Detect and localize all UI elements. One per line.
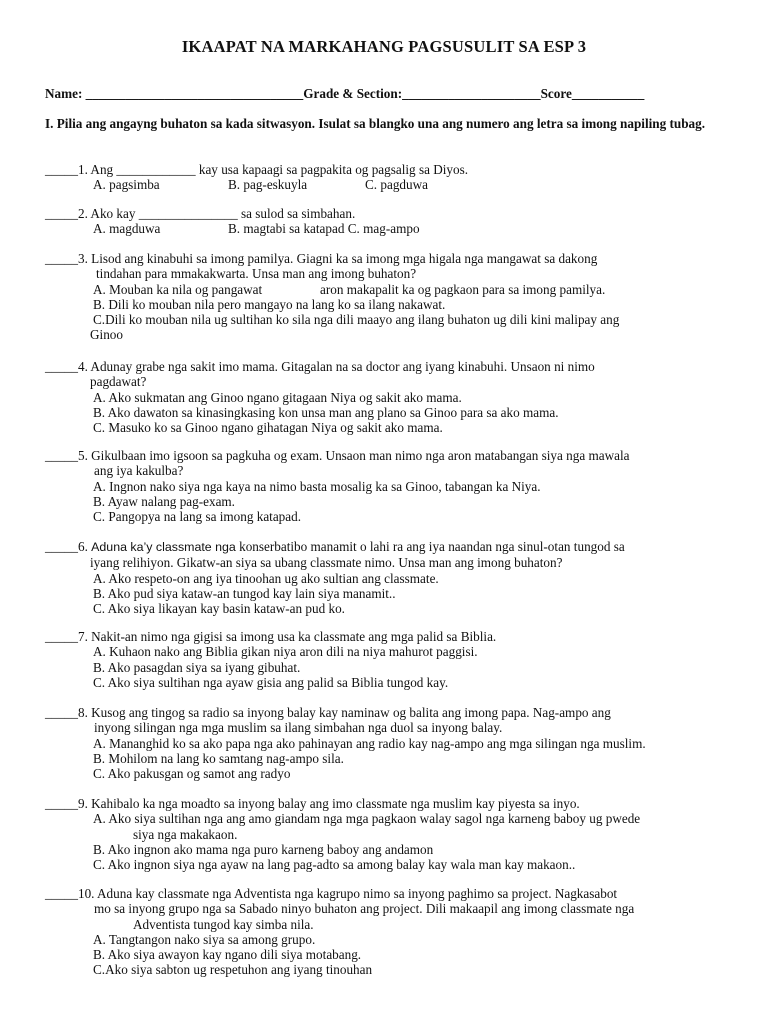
question-10 <box>45 886 735 978</box>
question-stem: _____6. Aduna ka’y classmate nga konserbatibo manamit o lahi ra ang iya naandan nga sinul-otan tungod sa <box>45 539 625 554</box>
question-stem-cont: pagdawat? <box>90 374 147 390</box>
question-stem: _____5. Gikulbaan imo igsoon sa pagkuha og exam. Unsaon man nimo nga aron matabangan siya nga mawala <box>45 448 630 463</box>
question-stem: _____10. Aduna kay classmate nga Adventista nga kagrupo nimo sa inyong paghimo sa project. Nagkasabot <box>45 886 618 901</box>
question-stem-cont: Adventista tungod kay simba nila. <box>133 916 314 932</box>
choice-b: B. Ako siya awayon kay ngano dili siya motabang. <box>93 947 362 963</box>
question-stem-cont: mo sa inyong grupo nga sa Sabado ninyo buhaton ang project. Dili makaapil ang imong classmate nga <box>94 901 635 917</box>
choice-a: A. Ako sukmatan ang Ginoo ngano gitagaan Niya og sakit ako mama. <box>93 389 462 405</box>
choice-a: A. Mananghid ko sa ako papa nga ako pahinayan ang radio kay nag-ampo ang mga silingan nga muslim. <box>93 735 646 751</box>
question-stem-cont: iyang relihiyon. Gikatw-an siya sa ubang classmate nimo. Unsa man ang imong buhaton? <box>90 555 563 571</box>
choice-a-cont: siya nga makakaon. <box>133 826 238 842</box>
choice-row <box>45 221 735 236</box>
question-stem-cont: ang iya kakulba? <box>94 463 184 479</box>
question-9 <box>45 796 735 872</box>
question-stem: _____1. Ang ____________ kay usa kapaagi sa pagpakita og pagsalig sa Diyos. <box>45 162 469 177</box>
choice-c-cont: Ginoo <box>90 327 123 343</box>
question-3 <box>45 251 735 343</box>
choice-c: C. Ako pakusgan og samot ang radyo <box>93 766 291 782</box>
question-stem: _____2. Ako kay _______________ sa sulod sa simbahan. <box>45 206 356 221</box>
choice-c: C. Ako siya sultihan nga ayaw gisia ang palid sa Biblia tungod kay. <box>93 674 449 690</box>
choice-b: B. Mohilom na lang ko samtang nag-ampo sila. <box>93 750 344 766</box>
question-5 <box>45 448 735 524</box>
question-4 <box>45 359 735 435</box>
choice-a: A. Ako siya sultihan nga ang amo giandam nga mga pagkaon walay sagol nga karneng baboy ug pwede <box>93 811 641 827</box>
page-title: IKAAPAT NA MARKAHANG PAGSUSULIT SA ESP 3 <box>181 37 587 56</box>
instructions: I. Pilia ang angayng buhaton sa kada sitwasyon. Isulat sa blangko una ang numero ang letra sa imong napiling tubag. <box>45 116 706 131</box>
question-stem: _____7. Nakit-an nimo nga gigisi sa imong usa ka classmate ang mga palid sa Biblia. <box>45 629 497 644</box>
choice-a: A. Ako respeto-on ang iya tinoohan ug ako sultian ang classmate. <box>93 570 439 586</box>
choice-c: C.Ako siya sabton ug respetuhon ang iyang tinouhan <box>93 962 373 978</box>
choice-b: B. Ako ingnon ako mama nga puro karneng baboy ang andamon <box>93 841 434 857</box>
choice-b: B. Ako pasagdan siya sa iyang gibuhat. <box>93 659 301 675</box>
choice-c: C. Pangopya na lang sa imong katapad. <box>93 509 302 525</box>
student-info-line: Name: _________________________________Grade & Section:_____________________Score___________ <box>45 86 645 101</box>
choice-a: A. pagsimba <box>93 177 160 193</box>
question-2 <box>45 206 735 237</box>
choice-c: C. Ako siya likayan kay basin kataw-an pud ko. <box>93 601 345 617</box>
choice-b: B. Dili ko mouban nila pero mangayo na lang ko sa ilang nakawat. <box>93 296 446 312</box>
question-stem: _____4. Adunay grabe nga sakit imo mama. Gitagalan na sa doctor ang iyang kinabuhi. Unsaon ni nimo <box>45 359 595 374</box>
question-7 <box>45 629 735 690</box>
choice-a: A. Mouban ka nila og pangawat aron makapalit ka og pagkaon para sa imong pamilya. <box>93 281 606 297</box>
question-stem-cont: tindahan para mmakakwarta. Unsa man ang imong buhaton? <box>96 266 417 282</box>
choice-c: C. Ako ingnon siya nga ayaw na lang pag-adto sa among balay kay wala man kay makaon.. <box>93 857 576 873</box>
choice-b: B. Ayaw nalang pag-exam. <box>93 493 235 509</box>
choice-c: C. mag-ampo <box>347 221 420 237</box>
question-stem: _____9. Kahibalo ka nga moadto sa inyong balay ang imo classmate nga muslim kay piyesta sa inyo. <box>45 796 580 811</box>
question-stem: _____8. Kusog ang tingog sa radio sa inyong balay kay naminaw og balita ang imong papa. Nag-ampo ang <box>45 705 611 720</box>
choice-a: A. Ingnon nako siya nga kaya na nimo basta mosalig ka sa Ginoo, tabangan ka Niya. <box>93 478 541 494</box>
choice-c: C.Dili ko mouban nila ug sultihan ko sila nga dili maayo ang ilang buhaton ug dili kini malipay ang <box>93 312 620 328</box>
question-stem-cont: inyong silingan nga mga muslim sa ilang simbahan nga duol sa inyong balay. <box>94 720 503 736</box>
choice-a: A. magduwa <box>93 221 161 237</box>
choice-a: A. Kuhaon nako ang Biblia gikan niya aron dili na niya mahurot paggisi. <box>93 644 478 660</box>
question-1 <box>45 162 735 193</box>
choice-b: B. Ako pud siya kataw-an tungod kay lain siya manamit.. <box>93 585 396 601</box>
choice-b: B. pag-eskuyla <box>228 177 308 193</box>
choice-c: C. Masuko ko sa Ginoo ngano gihatagan Niya og sakit ako mama. <box>93 420 443 436</box>
question-8 <box>45 705 735 781</box>
question-6 <box>45 539 735 616</box>
choice-b: B. Ako dawaton sa kinasingkasing kon unsa man ang plano sa Ginoo para sa ako mama. <box>93 404 559 420</box>
choice-b: B. magtabi sa katapad <box>228 221 345 237</box>
choice-c: C. pagduwa <box>365 177 428 193</box>
question-stem: _____3. Lisod ang kinabuhi sa imong pamilya. Giagni ka sa imong mga higala nga mangawat sa dakong <box>45 251 598 266</box>
choice-row <box>45 177 735 192</box>
choice-a: A. Tangtangon nako siya sa among grupo. <box>93 931 316 947</box>
